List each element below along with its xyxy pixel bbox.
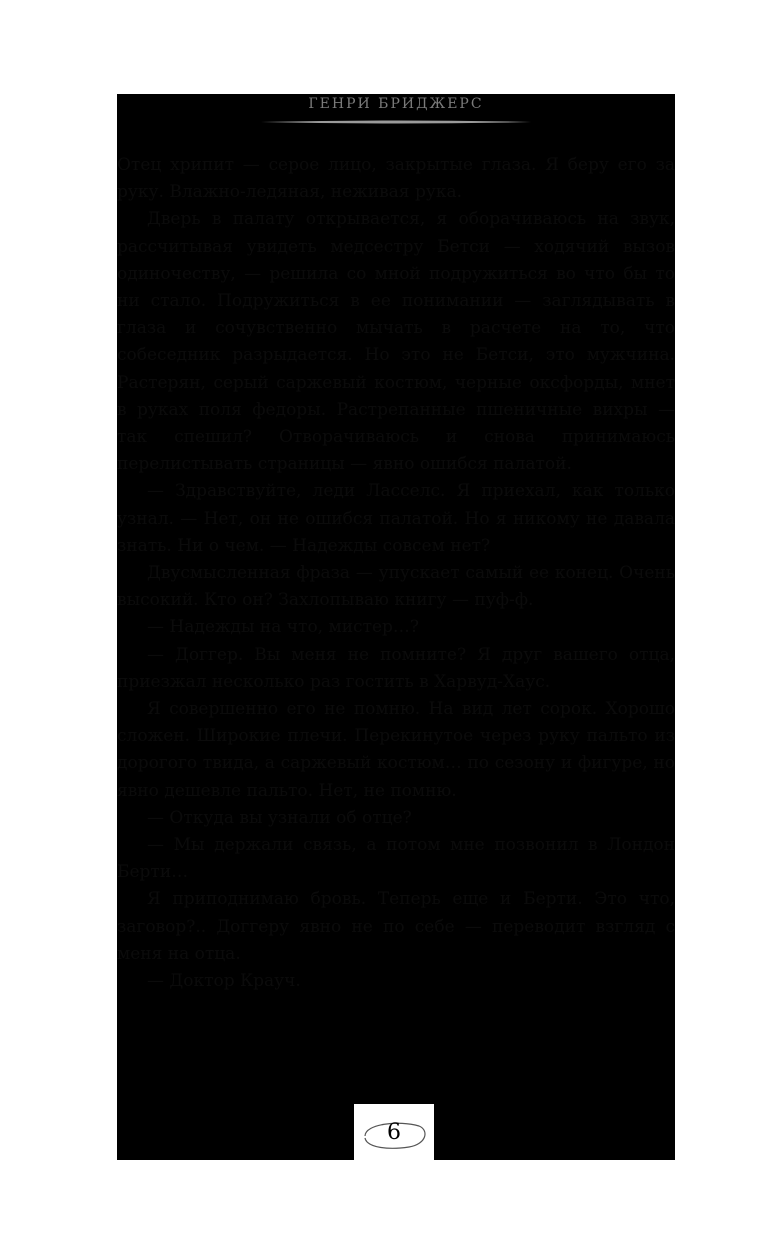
folio [354, 1104, 434, 1160]
paragraph: — Доктор Крауч. [147, 971, 301, 992]
paragraph: Отец хрипит — серое лицо, закрытые глаза. Я беру его за руку. Влажно-ледяная, неживая рука. [117, 155, 675, 203]
paragraph: Дверь в палату открывается, я оборачиваюсь на звук, рассчитывая увидеть медсестру Бетси — ходячий вызов одиночеству, — решила со мной подружиться во что бы то ни стало. Подружиться в ее понимании — заглядывать в глаза и сочувственно мычать в расчете на то, что собеседник разрыдается. Но это не Бетси, это мужчина. Растерян, серый саржевый костюм, черные оксфорды, мнет в руках поля федоры. Растрепанные пшеничные вихры — так спешил? Отворачиваюсь и снова принимаюсь перелистывать страницы — явно ошибся палатой. [117, 209, 675, 475]
header-rule [261, 118, 531, 126]
paragraph: — Доггер. Вы меня не помните? Я друг вашего отца, приезжал несколько раз гостить в Харвуд-Хаус. [117, 644, 675, 692]
header-author: ГЕНРИ БРИДЖЕРС [308, 96, 484, 112]
body-text [117, 152, 675, 995]
running-header [117, 94, 675, 134]
paragraph: — Откуда вы узнали об отце? [147, 807, 412, 828]
paragraph: — Мы держали связь, а потом мне позвонил в Лондон Берти… [117, 835, 675, 883]
page-number: 6 [387, 1120, 401, 1145]
paragraph: Я приподнимаю бровь. Теперь еще и Берти. Это что, заговор?.. Доггеру явно не по себе — переводит взгляд с меня на отца. [117, 889, 675, 964]
page-block [117, 94, 675, 1160]
paragraph: Я совершенно его не помню. На вид лет сорок. Хорошо сложен. Широкие плечи. Перекинутое через руку пальто из дорогого твида, а саржевый костюм… по сезону и фигуре, но явно дешевле пальто. Нет, не помню. [117, 699, 675, 801]
paragraph: — Здравствуйте, леди Ласселс. Я приехал, как только узнал. — Нет, он не ошибся палатой. Но я никому не давала знать. Ни о чем. — Надежды совсем нет? [117, 481, 675, 556]
paragraph: Двусмысленная фраза — упускает самый ее конец. Очень высокий. Кто он? Захлопываю книгу — пуф-ф. [117, 563, 675, 611]
paragraph: — Надежды на что, мистер…? [147, 617, 420, 638]
